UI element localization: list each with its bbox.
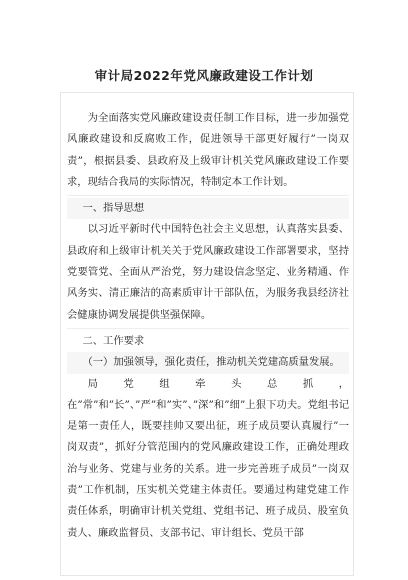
document-body xyxy=(67,108,349,544)
document-title: 审计局2022年党风廉政建设工作计划 xyxy=(94,68,314,83)
intro-paragraph: 为全面落实党风廉政建设责任制工作目标，进一步加强党风廉政建设和反腐败工作，促进领导干部更好履行”一岗双责”，根据县委、县政府及上级审计机关党风廉政建设工作要求，现结合我局的实际情况，特制定本工作计划。 xyxy=(67,112,349,188)
section-heading-work-requirements: 二、工作要求 xyxy=(82,334,145,347)
leadership-paragraph: 局党组牵头总抓，在”常”和”长”、”严”和”实”、”深”和”细”上狠下功夫。党组书记是第一责任人，既要挂帅又要出征，班子成员要认真履行”一岗双责”，抓好分管范围内的党风廉政建设工作，正确处理政治与业务、党建与业务的关系。进一步完善班子成员”一岗双责”工作机制，压实机关党建主体责任。要通过构建党建工作责任体系，明确审计机关党组、党组书记、班子成员、股室负责人、廉政监督员、支部书记、审计组长、党员干部 xyxy=(67,377,349,539)
section-heading-guiding-ideology: 一、指导思想 xyxy=(67,198,349,219)
subsection-heading-leadership: （一）加强领导，强化责任，推动机关党建高质量发展。 xyxy=(67,352,349,373)
guiding-ideology-paragraph: 以习近平新时代中国特色社会主义思想，认真落实县委、县政府和上级审计机关关于党风廉政建设工作部署要求，坚持党要管党、全面从严治党，努力建设信念坚定、业务精通、作风务实、清正廉洁的高素质审计干部队伍，为服务我县经济社会健康协调发展提供坚强保障。 xyxy=(67,223,349,321)
divider xyxy=(67,195,349,196)
divider xyxy=(67,328,349,329)
